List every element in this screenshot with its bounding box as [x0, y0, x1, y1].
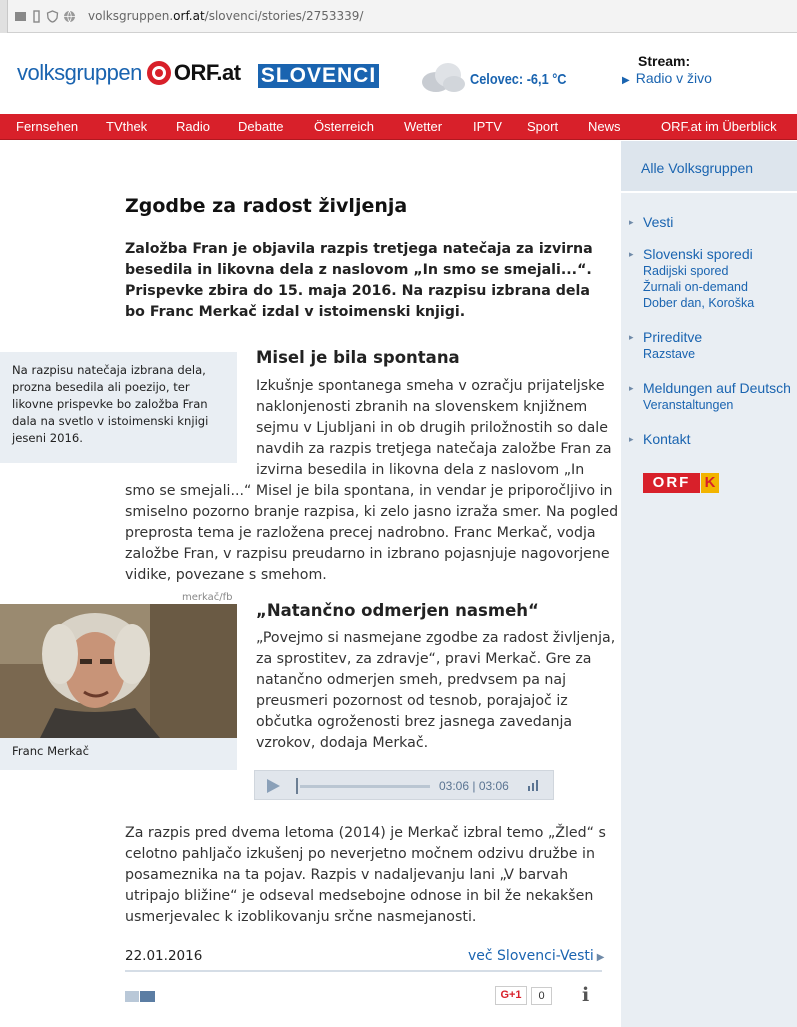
- sidebar-item-alle-volksgruppen[interactable]: Alle Volksgruppen: [641, 160, 754, 176]
- nav-item-osterreich[interactable]: Österreich: [314, 119, 374, 134]
- article-lead: Založba Fran je objavila razpis tretjega natečaja za izvirna besedila in likovna dela z naslovom „In smo se smejali...“. Prispevke zbira do 15. maja 2016. Na razpisu izbrana dela bo Franc Merkač izdal v istoimenski knjigi.: [125, 241, 593, 320]
- nav-item-wetter[interactable]: Wetter: [404, 119, 443, 134]
- bullet-icon: ▸: [629, 217, 634, 227]
- paragraph-line: občutka ogroženosti brez jasnega zavedanja: [256, 714, 573, 730]
- photo-credit: merkač/fb: [182, 592, 233, 603]
- sidebar-item-kontakt[interactable]: Kontakt: [643, 431, 691, 447]
- paragraph-line: natančno odmerjen smeh, predvsem pa naj: [256, 672, 567, 688]
- section-heading-nasmeh: „Natančno odmerjen nasmeh“: [256, 601, 539, 620]
- bullet-icon: ▸: [629, 383, 634, 393]
- main-nav: [0, 114, 797, 140]
- slovenci-badge[interactable]: SLOVENCI: [258, 64, 379, 88]
- nav-item-tvthek[interactable]: TVthek: [106, 119, 148, 134]
- bookmark-icon[interactable]: [30, 10, 43, 23]
- nav-item-radio[interactable]: Radio: [176, 119, 210, 134]
- volume-icon[interactable]: [527, 779, 541, 793]
- audio-time: 03:06 | 03:06: [439, 779, 509, 793]
- paragraph-line: utripajo bližine“ je odseval medsebojne odnose in bil že nekakšen: [125, 888, 594, 904]
- logo-text-right: ORF.at: [173, 60, 241, 85]
- paragraph-line: preusmeri pozornost od tesnob, porajajoč iz: [256, 693, 568, 709]
- orf-kaernten-logo[interactable]: [643, 473, 719, 493]
- play-icon[interactable]: [267, 779, 280, 793]
- nav-item-news[interactable]: News: [588, 119, 621, 134]
- photo-caption: Franc Merkač: [0, 738, 237, 770]
- sidebar-subitem-veranstaltungen[interactable]: Veranstaltungen: [643, 398, 734, 412]
- cloud-icon: [418, 60, 466, 94]
- paragraph-line: naklonjenosti zbranih na slovenskem knjižnem: [256, 399, 588, 415]
- bullet-icon: ▸: [629, 332, 634, 342]
- orfk-k-text: K: [701, 473, 719, 493]
- orfk-orf-text: ORF: [643, 473, 700, 493]
- article-title: Zgodbe za radost življenja: [125, 195, 408, 217]
- sidebar-subitem-dober-dan[interactable]: Dober dan, Koroška: [643, 296, 755, 310]
- paragraph-line: Izkušnje spontanega smeha v ozračju prijateljske: [256, 378, 605, 394]
- paragraph-line: vzrokov, dodaja Merkač.: [256, 735, 429, 751]
- bullet-icon: ▸: [629, 249, 634, 259]
- paragraph-line: izvirna besedila in likovna dela z naslovom „In: [256, 462, 585, 478]
- stream-link[interactable]: [622, 70, 712, 86]
- stream-title: Stream:: [638, 53, 691, 69]
- play-arrow-icon: ▶: [622, 75, 630, 86]
- nav-item-debatte[interactable]: Debatte: [238, 119, 284, 134]
- bullet-icon: ▸: [629, 434, 634, 444]
- info-box: Na razpisu natečaja izbrana dela, prozna besedila ali poezijo, ter likovne prispevke bo založba Fran dala na svetlo v istoimenski knjigi jeseni 2016.: [0, 352, 237, 463]
- nav-item-orf-overview[interactable]: ORF.at im Überblick: [661, 119, 777, 134]
- seek-handle[interactable]: [296, 778, 298, 794]
- paragraph-line: usmerjevalec k izoblikovanju srčne nasmejanosti.: [125, 909, 477, 925]
- paragraph-line: smo se smejali...“ Misel je bila spontana, in vendar je priporočljivo in: [125, 483, 613, 499]
- paragraph-line: založbe Fran, v razpisu preudarno in izbrano pojasnjuje nagovorjene: [125, 546, 610, 562]
- article-date: 22.01.2016: [125, 948, 203, 964]
- nav-item-iptv[interactable]: IPTV: [473, 119, 502, 134]
- more-link-label: več Slovenci-Vesti: [468, 948, 594, 964]
- paragraph-line: sejmu v Ljubljani in ob drugih priložnostih so dale: [256, 420, 608, 436]
- paragraph-line: Za razpis pred dvema letoma (2014) je Merkač izbral temo „Žled“ s: [125, 825, 606, 841]
- logo-text-left: volksgruppen: [17, 60, 142, 85]
- url-prefix: volksgruppen.: [88, 9, 174, 23]
- paragraph-line: celotno pahljačo izkušenj po neverjetno močnem odzivu družbe in: [125, 846, 595, 862]
- url-domain: orf.at: [173, 9, 205, 23]
- globe-icon[interactable]: [63, 10, 76, 23]
- sidebar-subitem-radijski-spored[interactable]: Radijski spored: [643, 264, 729, 278]
- orf-eye-icon: [147, 61, 171, 85]
- sidebar-subitem-razstave[interactable]: Razstave: [643, 347, 696, 361]
- chevron-right-icon: ▶: [596, 952, 605, 963]
- sidebar-item-prireditve[interactable]: Prireditve: [643, 329, 703, 345]
- grid-icon[interactable]: [14, 10, 27, 23]
- google-plus-button[interactable]: G+1: [495, 986, 527, 1005]
- audio-player: [254, 770, 554, 800]
- volksgruppen-logo[interactable]: [17, 60, 241, 86]
- share-icon[interactable]: [125, 991, 155, 1002]
- paragraph-line: vidike, povezane s smehom.: [125, 567, 327, 583]
- sidebar-item-meldungen[interactable]: Meldungen auf Deutsch: [643, 380, 791, 396]
- nav-item-sport[interactable]: Sport: [527, 119, 559, 134]
- paragraph-line: posameznika na ta pojav. Razpis v nadaljevanju lani „V barvah: [125, 867, 569, 883]
- more-vesti-link[interactable]: [468, 948, 604, 964]
- section-heading-misel: Misel je bila spontana: [256, 348, 460, 367]
- portrait-photo[interactable]: [0, 604, 237, 738]
- paragraph-line: navdih za razpis tretjega natečaja založbe Fran za: [256, 441, 612, 457]
- sidebar-subitem-zurnali[interactable]: Žurnali on-demand: [643, 280, 748, 294]
- stream-link-label: Radio v živo: [635, 70, 712, 86]
- sidebar-item-vesti[interactable]: Vesti: [643, 214, 674, 230]
- divider: [125, 970, 602, 972]
- paragraph-line: za sprostitev, za zdravje“, pravi Merkač. Gre za: [256, 651, 592, 667]
- browser-tab-edge: [0, 0, 8, 33]
- paragraph-line: smiselno pozorno branje razpisa, ki zelo jasno izraža smer. Na pogled: [125, 504, 619, 520]
- shield-icon[interactable]: [46, 10, 59, 23]
- browser-address-bar: [0, 0, 797, 33]
- nav-item-fernsehen[interactable]: Fernsehen: [16, 119, 79, 134]
- sidebar-header: [621, 141, 797, 193]
- paragraph-line: preprosta tema je razložena precej nadrobno. Franc Merkač, vodja: [125, 525, 596, 541]
- seek-track[interactable]: [300, 785, 430, 788]
- google-plus-count: 0: [531, 987, 552, 1005]
- paragraph-line: „Povejmo si nasmejane zgodbe za radost življenja,: [256, 630, 616, 646]
- info-icon[interactable]: i: [582, 984, 590, 1006]
- url-path: /slovenci/stories/2753339/: [204, 9, 364, 23]
- right-sidebar: [621, 141, 797, 1027]
- sidebar-item-slovenski-sporedi[interactable]: Slovenski sporedi: [643, 246, 753, 262]
- address-url[interactable]: [88, 9, 363, 23]
- weather-readout[interactable]: Celovec: -6,1 °C: [470, 71, 567, 88]
